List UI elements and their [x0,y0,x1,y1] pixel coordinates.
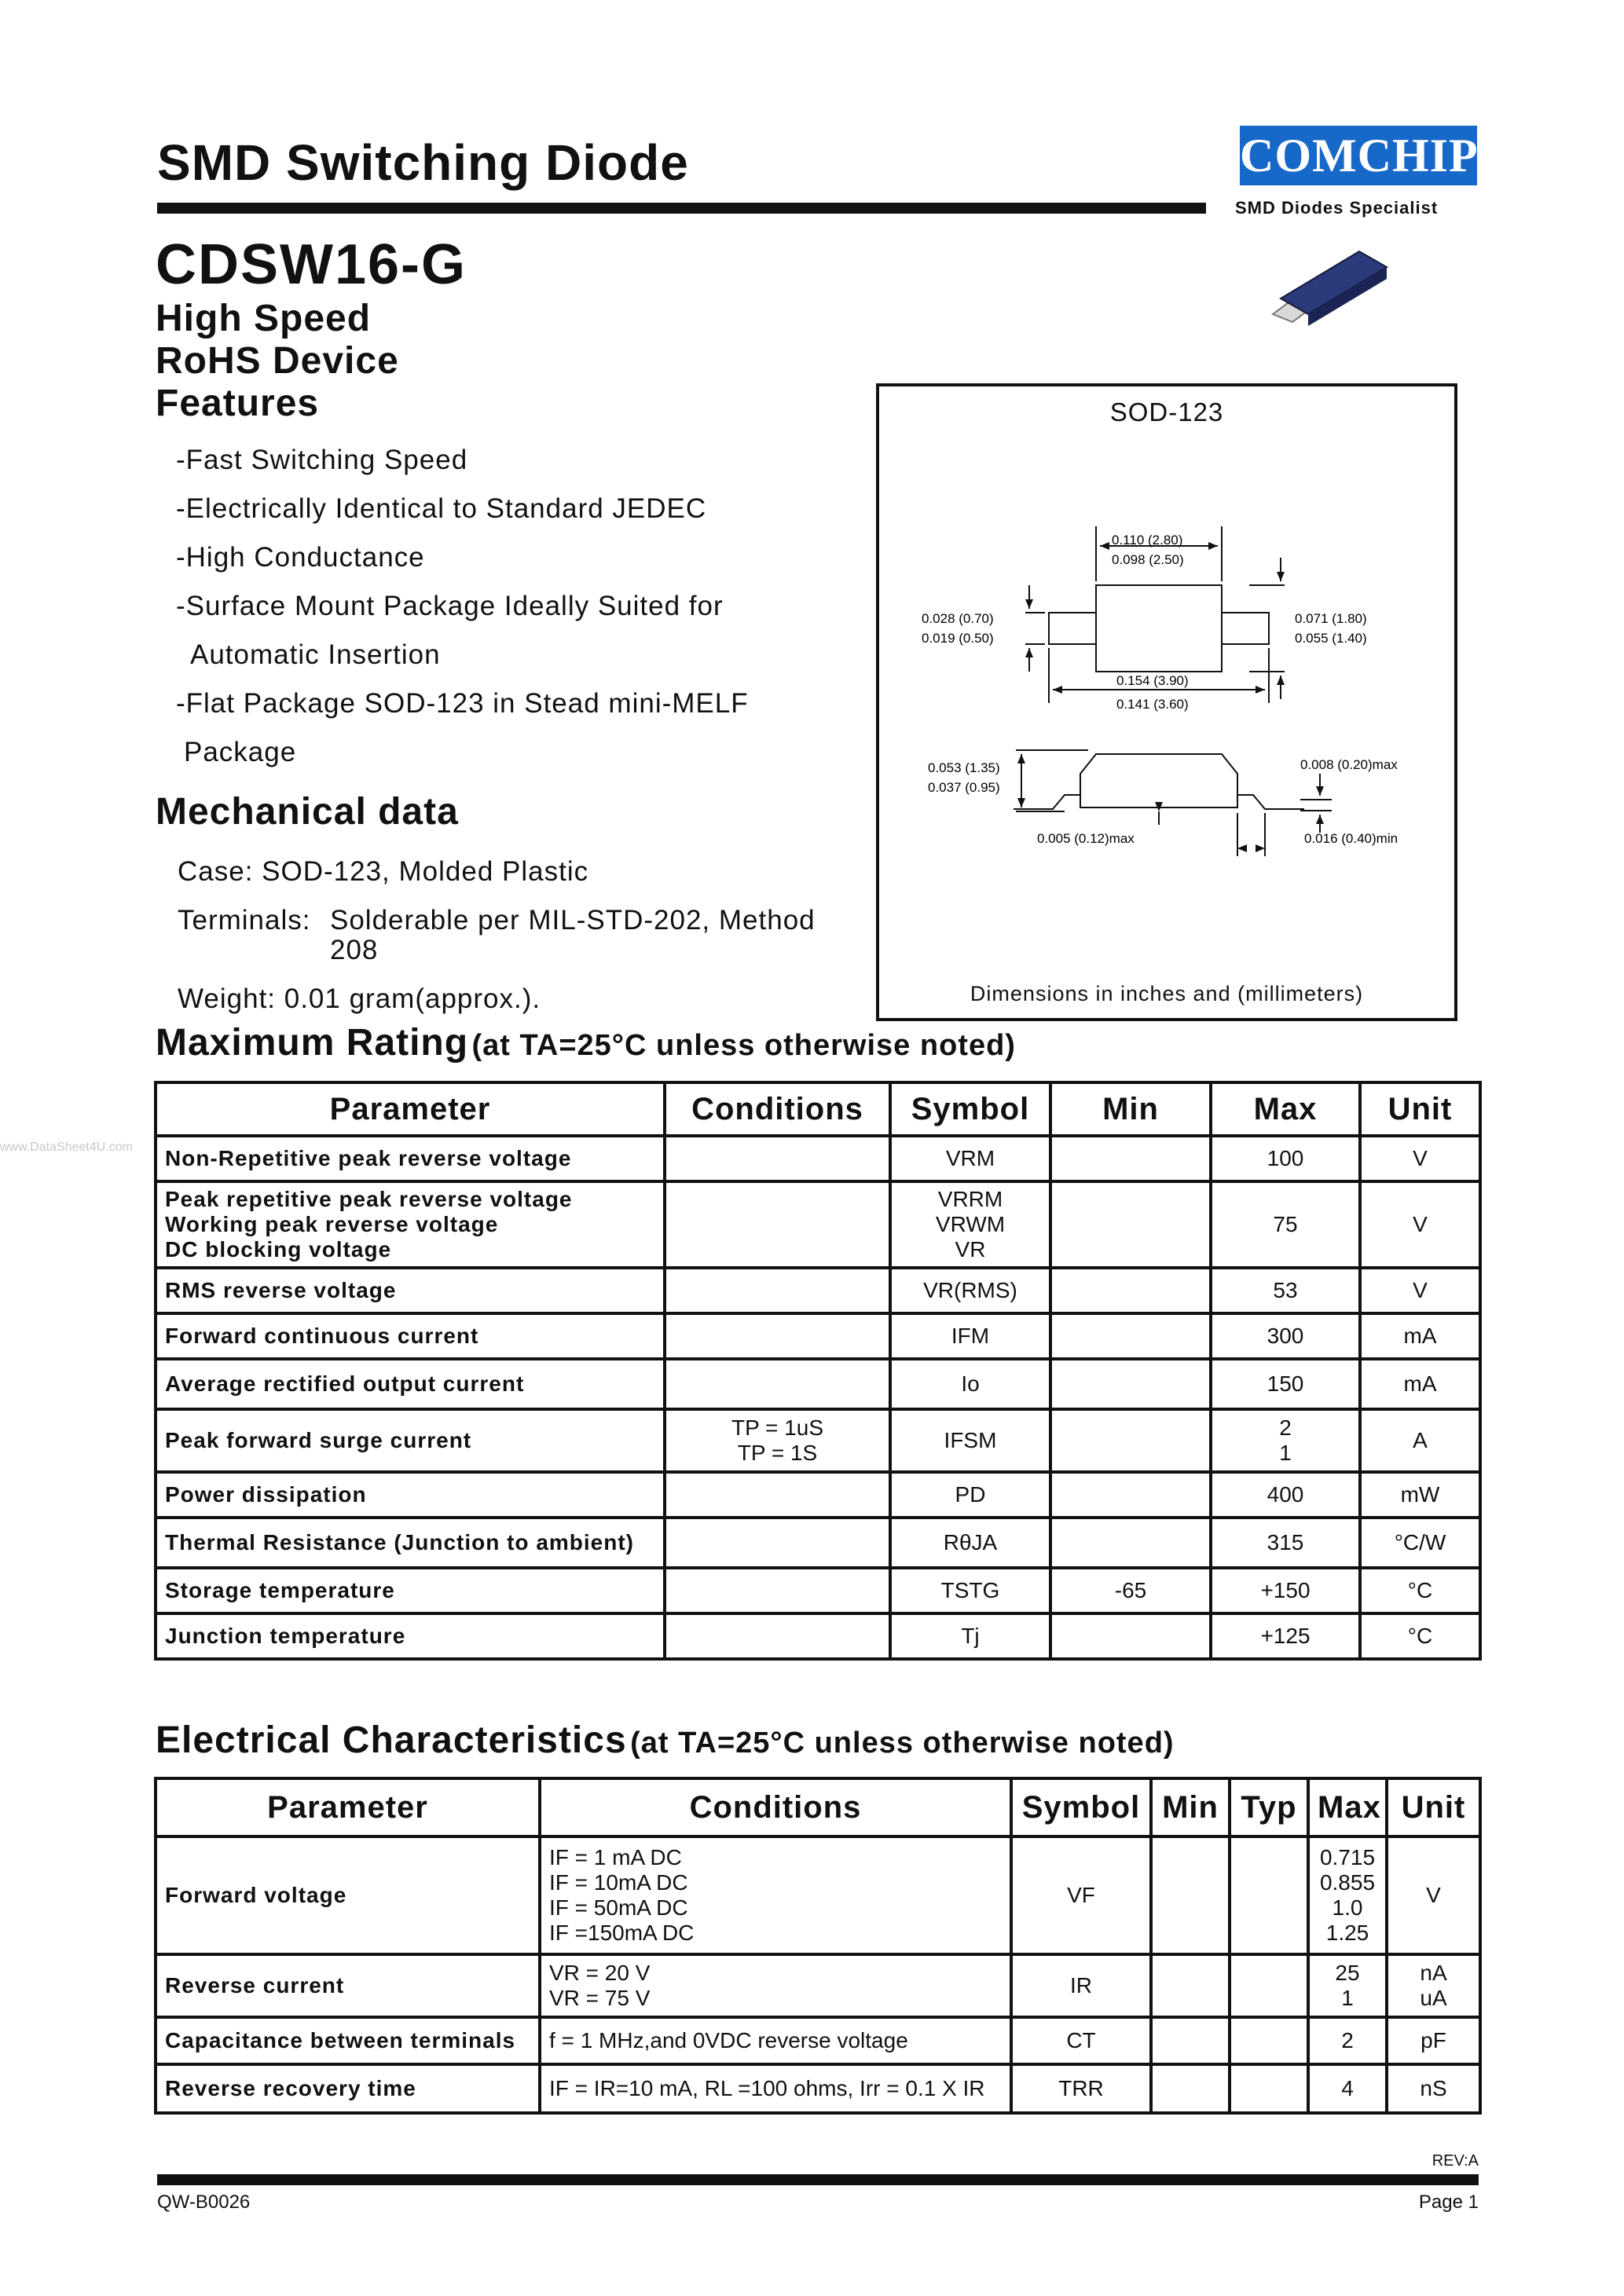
parameter-cell-line: Working peak reverse voltage [165,1212,499,1236]
top-view-lead-right [1222,613,1269,644]
document-title: SMD Switching Diode [157,134,689,191]
min-cell [1151,1836,1230,1954]
col-header: Min [1050,1082,1211,1136]
max-cell-line: 150 [1267,1371,1304,1396]
parameter-cell [156,1268,665,1313]
conditions-cell [665,1409,890,1472]
col-header: Max [1308,1778,1387,1836]
typ-cell [1230,1954,1308,2017]
conditions-cell-line: TP = 1uS [731,1415,823,1440]
part-number: CDSW16-G [156,233,467,296]
parameter-cell-line: Thermal Resistance (Junction to ambient) [165,1530,634,1554]
symbol-cell [1011,1954,1151,2017]
symbol-cell-line: TSTG [940,1578,1000,1602]
symbol-cell [1011,2017,1151,2064]
mech-case: Case: SOD-123, Molded Plastic [178,856,589,887]
max-rating-heading: Maximum Rating [156,1022,469,1064]
symbol-cell [890,1409,1050,1472]
dim-body-height-max: 0.071 (1.80) [1295,611,1367,626]
dim-body-width-max: 0.110 (2.80) [1112,533,1183,547]
mech-terminals-value-cont: 208 [330,935,379,965]
conditions-cell [540,1836,1011,1954]
mech-weight: Weight: 0.01 gram(approx.). [178,983,541,1014]
unit-cell-line: V [1413,1212,1428,1236]
unit-cell-line: uA [1420,1986,1447,2010]
max-cell [1211,1409,1360,1472]
symbol-cell-line: VRRM [937,1187,1003,1211]
conditions-cell [665,1359,890,1409]
max-rating-table [154,1081,1482,1661]
parameter-cell [156,1613,665,1659]
symbol-cell [890,1359,1050,1409]
conditions-cell-line: f = 1 MHz,and 0VDC reverse voltage [549,2028,908,2052]
min-cell: -65 [1050,1568,1211,1613]
parameter-cell [156,1136,665,1181]
max-cell-line: 1.25 [1325,1921,1369,1945]
dim-total-length-max: 0.154 (3.90) [1116,673,1189,688]
conditions-cell-line: VR = 20 V [549,1961,651,1985]
unit-cell [1360,1181,1480,1268]
top-view-lead-left [1049,613,1096,644]
parameter-cell-line: Reverse recovery time [165,2076,416,2100]
table-row [156,1409,1480,1472]
min-cell [1151,1954,1230,2017]
max-cell [1211,1268,1360,1313]
table-row [156,1359,1480,1409]
max-cell [1308,2064,1387,2113]
dim-height-min: 0.037 (0.95) [928,780,1000,795]
typ-cell [1230,2017,1308,2064]
parameter-cell-line: RMS reverse voltage [165,1278,397,1302]
parameter-cell-line: Power dissipation [165,1482,367,1507]
dim-standoff: 0.005 (0.12)max [1037,831,1135,846]
parameter-cell-line: Peak repetitive peak reverse voltage [165,1187,573,1211]
conditions-cell-line: IF = IR=10 mA, RL =100 ohms, Irr = 0.1 X IR [549,2076,985,2100]
symbol-cell-line: RθJA [943,1530,998,1554]
table-row [156,1954,1480,2017]
unit-cell [1360,1472,1480,1518]
max-cell-line: +125 [1260,1624,1311,1648]
conditions-cell [665,1181,890,1268]
dim-body-height-min: 0.055 (1.40) [1295,631,1367,646]
table-row [156,1268,1480,1313]
max-cell [1211,1136,1360,1181]
package-photo [1249,236,1406,338]
min-cell [1151,2017,1230,2064]
col-header: Min [1151,1778,1230,1836]
dim-lead-width-min: 0.019 (0.50) [922,631,994,646]
table-row [156,1568,1480,1613]
symbol-cell [1011,2064,1151,2113]
unit-cell [1387,2064,1480,2113]
mech-terminals-label: Terminals: [178,905,311,936]
feature-item: -Surface Mount Package Ideally Suited for [176,591,724,621]
table-row [156,1836,1480,1954]
dim-lead-thickness: 0.008 (0.20)max [1300,757,1398,772]
conditions-cell [665,1268,890,1313]
parameter-cell [156,1472,665,1518]
symbol-cell [1011,1836,1151,1954]
conditions-cell-line: VR = 75 V [549,1986,651,2010]
max-cell-line: 53 [1273,1278,1298,1302]
electrical-note: (at TA=25°C unless otherwise noted) [630,1727,1175,1760]
min-cell [1050,1313,1211,1359]
parameter-cell [156,2017,540,2064]
max-cell-line: 2 [1341,2028,1354,2052]
max-cell [1211,1313,1360,1359]
max-cell-line: 75 [1273,1212,1298,1236]
max-cell-line: 2 [1279,1415,1292,1440]
symbol-cell [890,1613,1050,1659]
brand-tagline: SMD Diodes Specialist [1235,198,1439,218]
mech-terminals-value: Solderable per MIL-STD-202, Method [330,905,816,936]
conditions-cell [665,1313,890,1359]
symbol-cell [890,1518,1050,1568]
symbol-cell-line: VRM [945,1146,995,1170]
min-cell [1050,1359,1211,1409]
parameter-cell [156,1409,665,1472]
table-row [156,2064,1480,2113]
unit-cell [1360,1568,1480,1613]
symbol-cell-line: VRWM [935,1212,1006,1236]
unit-cell [1360,1268,1480,1313]
parameter-cell-line: Non-Repetitive peak reverse voltage [165,1146,572,1170]
parameter-cell-line: Average rectified output current [165,1371,525,1396]
max-cell-line: 400 [1267,1482,1304,1507]
min-cell [1050,1181,1211,1268]
max-cell-line: 300 [1267,1324,1304,1348]
symbol-cell-line: VR(RMS) [923,1278,1017,1302]
col-header: Symbol [1011,1778,1151,1836]
table-row [156,1472,1480,1518]
parameter-cell [156,1568,665,1613]
parameter-cell [156,1518,665,1568]
unit-cell-line: A [1413,1428,1428,1452]
conditions-cell-line: IF =150mA DC [549,1921,695,1945]
max-cell [1211,1518,1360,1568]
dim-lead-length: 0.016 (0.40)min [1304,831,1399,846]
dim-total-length-min: 0.141 (3.60) [1116,697,1189,712]
conditions-cell-line: TP = 1S [737,1441,818,1465]
max-cell-line: 0.715 [1319,1845,1376,1869]
min-cell [1050,1518,1211,1568]
unit-cell-line: V [1426,1883,1441,1907]
max-cell [1211,1359,1360,1409]
unit-cell-line: pF [1421,2028,1446,2052]
unit-cell [1360,1613,1480,1659]
min-cell [1050,1409,1211,1472]
max-cell-line: 4 [1341,2076,1354,2100]
symbol-cell-line: CT [1066,2028,1096,2052]
unit-cell [1360,1518,1480,1568]
parameter-cell-line: Forward voltage [165,1883,347,1907]
top-view-body [1096,585,1222,672]
symbol-cell [890,1472,1050,1518]
table-header-row [156,1778,1480,1836]
page-number: Page 1 [1418,2192,1479,2213]
max-cell [1211,1613,1360,1659]
side-view-lead-right [1237,795,1304,809]
symbol-cell-line: VF [1067,1883,1095,1907]
unit-cell-line: V [1413,1146,1428,1170]
table-row [156,1313,1480,1359]
unit-cell [1360,1136,1480,1181]
footer-rule [157,2174,1479,2185]
symbol-cell-line: IFSM [944,1428,997,1452]
conditions-cell-line: IF = 10mA DC [549,1870,688,1895]
header-rule [157,203,1206,214]
max-rating-note: (at TA=25°C unless otherwise noted) [471,1029,1016,1062]
max-cell-line: 1 [1279,1441,1292,1465]
symbol-cell-line: PD [955,1482,986,1507]
features-heading: Features [156,383,320,424]
col-header: Symbol [890,1082,1050,1136]
symbol-cell-line: IFM [951,1324,990,1348]
max-cell [1211,1568,1360,1613]
side-view-body [1080,754,1237,807]
min-cell [1050,1613,1211,1659]
max-cell-line: 25 [1335,1961,1360,1985]
unit-cell [1360,1313,1480,1359]
mechanical-heading: Mechanical data [156,791,459,833]
conditions-cell-line: IF = 1 mA DC [549,1845,682,1869]
symbol-cell-line: VR [955,1237,986,1262]
col-header: Conditions [540,1778,1011,1836]
min-cell [1151,2064,1230,2113]
symbol-cell-line: IR [1070,1973,1092,1998]
parameter-cell [156,2064,540,2113]
col-header: Max [1211,1082,1360,1136]
conditions-cell [665,1472,890,1518]
max-cell-line: +150 [1260,1578,1311,1602]
unit-cell [1360,1409,1480,1472]
parameter-cell-line: Reverse current [165,1973,345,1998]
max-cell [1308,2017,1387,2064]
feature-item: -Electrically Identical to Standard JEDEC [176,493,707,524]
table-row [156,1136,1480,1181]
symbol-cell [890,1568,1050,1613]
parameter-cell-line: Capacitance between terminals [165,2028,516,2052]
max-cell-line: 1.0 [1332,1895,1363,1920]
symbol-cell [890,1181,1050,1268]
unit-cell [1387,2017,1480,2064]
parameter-cell [156,1954,540,2017]
col-header: Unit [1387,1778,1480,1836]
col-header: Conditions [665,1082,890,1136]
unit-cell [1360,1359,1480,1409]
min-cell [1050,1136,1211,1181]
col-header: Parameter [156,1082,665,1136]
max-cell [1308,1954,1387,2017]
electrical-title [156,1719,1175,1762]
table-row [156,1613,1480,1659]
unit-cell-line: °C [1407,1624,1433,1648]
conditions-cell [665,1613,890,1659]
unit-cell-line: °C/W [1394,1530,1446,1554]
min-cell [1050,1472,1211,1518]
parameter-cell-line: Forward continuous current [165,1324,479,1348]
max-cell-line: 1 [1341,1986,1354,2010]
unit-cell-line: mA [1403,1371,1437,1396]
max-cell-line: 100 [1267,1146,1304,1170]
package-name: SOD-123 [1109,397,1224,427]
dim-body-width-min: 0.098 (2.50) [1112,552,1184,567]
package-dimension-note: Dimensions in inches and (millimeters) [970,982,1364,1005]
feature-item: Package [184,737,297,767]
conditions-cell [540,2064,1011,2113]
feature-item: -High Conductance [176,542,425,573]
diode-package-image [1273,251,1387,326]
max-rating-title [156,1021,1016,1064]
max-cell-line: 0.855 [1319,1870,1376,1895]
conditions-cell [665,1568,890,1613]
parameter-cell-line: Peak forward surge current [165,1428,472,1452]
parameter-cell [156,1359,665,1409]
unit-cell-line: mW [1400,1482,1440,1507]
unit-cell [1387,1954,1480,2017]
typ-cell [1230,2064,1308,2113]
dim-lead-width-max: 0.028 (0.70) [922,611,994,626]
brand-logo: COMCHIP [1240,126,1477,185]
feature-item: -Flat Package SOD-123 in Stead mini-MELF [176,688,749,719]
conditions-cell [665,1136,890,1181]
table-row [156,2017,1480,2064]
col-header: Parameter [156,1778,540,1836]
symbol-cell [890,1268,1050,1313]
conditions-cell [540,1954,1011,2017]
unit-cell-line: mA [1403,1324,1437,1348]
symbol-cell-line: Tj [961,1624,980,1648]
conditions-cell [665,1518,890,1568]
max-cell [1211,1472,1360,1518]
unit-cell-line: V [1413,1278,1428,1302]
subtitle-high-speed: High Speed [156,298,372,339]
doc-code: QW-B0026 [157,2192,251,2213]
typ-cell [1230,1836,1308,1954]
parameter-cell-line: Junction temperature [165,1624,406,1648]
col-header: Unit [1360,1082,1480,1136]
symbol-cell-line: TRR [1058,2076,1104,2100]
max-cell [1308,1836,1387,1954]
max-cell-line: 315 [1267,1530,1304,1554]
subtitle-rohs: RoHS Device [156,340,399,382]
electrical-heading: Electrical Characteristics [156,1719,627,1761]
min-cell [1050,1268,1211,1313]
table-header-row [156,1082,1480,1136]
watermark: www.DataSheet4U.com [0,1141,133,1154]
feature-item: Automatic Insertion [190,639,441,670]
parameter-cell-line: DC blocking voltage [165,1237,392,1262]
symbol-cell [890,1313,1050,1359]
unit-cell-line: nS [1420,2076,1447,2100]
revision: REV:A [1432,2152,1479,2170]
symbol-cell-line: Io [961,1371,980,1396]
package-dimension-drawing [876,511,1457,872]
unit-cell-line: nA [1420,1961,1447,1985]
conditions-cell [540,2017,1011,2064]
feature-item: -Fast Switching Speed [176,445,468,475]
parameter-cell-line: Storage temperature [165,1578,395,1602]
conditions-cell-line: IF = 50mA DC [549,1895,688,1920]
parameter-cell [156,1181,665,1268]
electrical-table [154,1777,1482,2115]
table-row [156,1181,1480,1268]
parameter-cell [156,1836,540,1954]
parameter-cell [156,1313,665,1359]
unit-cell-line: °C [1407,1578,1433,1602]
dim-height-max: 0.053 (1.35) [928,760,1000,775]
unit-cell [1387,1836,1480,1954]
symbol-cell [890,1136,1050,1181]
max-cell [1211,1181,1360,1268]
table-row [156,1518,1480,1568]
col-header: Typ [1230,1778,1308,1836]
